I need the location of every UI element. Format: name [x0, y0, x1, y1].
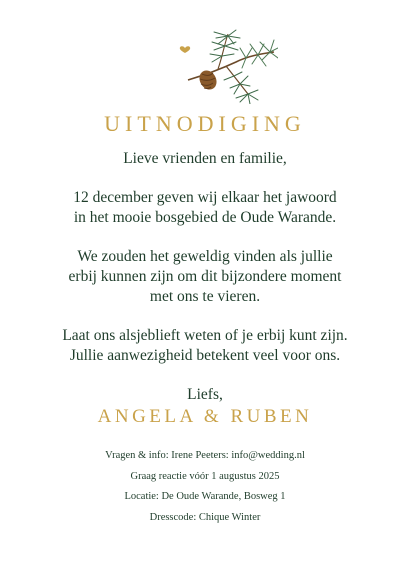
info-block — [0, 446, 410, 528]
paragraph-line: 12 december geven wij elkaar het jawoord — [73, 189, 337, 206]
paragraph-line: We zouden het geweldig vinden als jullie — [77, 248, 333, 265]
paragraph-line: in het mooie bosgebied de Oude Warande. — [73, 209, 337, 226]
info-contact: Vragen & info: Irene Peeters: info@wedding.nl — [105, 450, 305, 461]
paragraph-line: Jullie aanwezigheid betekent veel voor ons. — [69, 347, 341, 364]
paragraph-line: erbij kunnen zijn om dit bijzondere moment — [68, 268, 342, 285]
invitation-heading: UITNODIGING — [104, 111, 306, 136]
greeting: Lieve vrienden en familie, — [123, 150, 287, 167]
pine-branch-icon — [178, 28, 278, 104]
couple-names: ANGELA & RUBEN — [97, 406, 313, 427]
heart-icon — [180, 46, 190, 53]
closing: Liefs, — [187, 386, 223, 403]
info-dresscode: Dresscode: Chique Winter — [149, 511, 261, 523]
paragraph-line: met ons te vieren. — [149, 288, 261, 305]
info-rsvp: Graag reactie vóór 1 augustus 2025 — [130, 470, 280, 482]
paragraph-line: Laat ons alsjeblieft weten of je erbij kunt zijn. — [62, 327, 348, 344]
info-location: Locatie: De Oude Warande, Bosweg 1 — [124, 491, 286, 502]
invitation-body — [20, 149, 390, 405]
